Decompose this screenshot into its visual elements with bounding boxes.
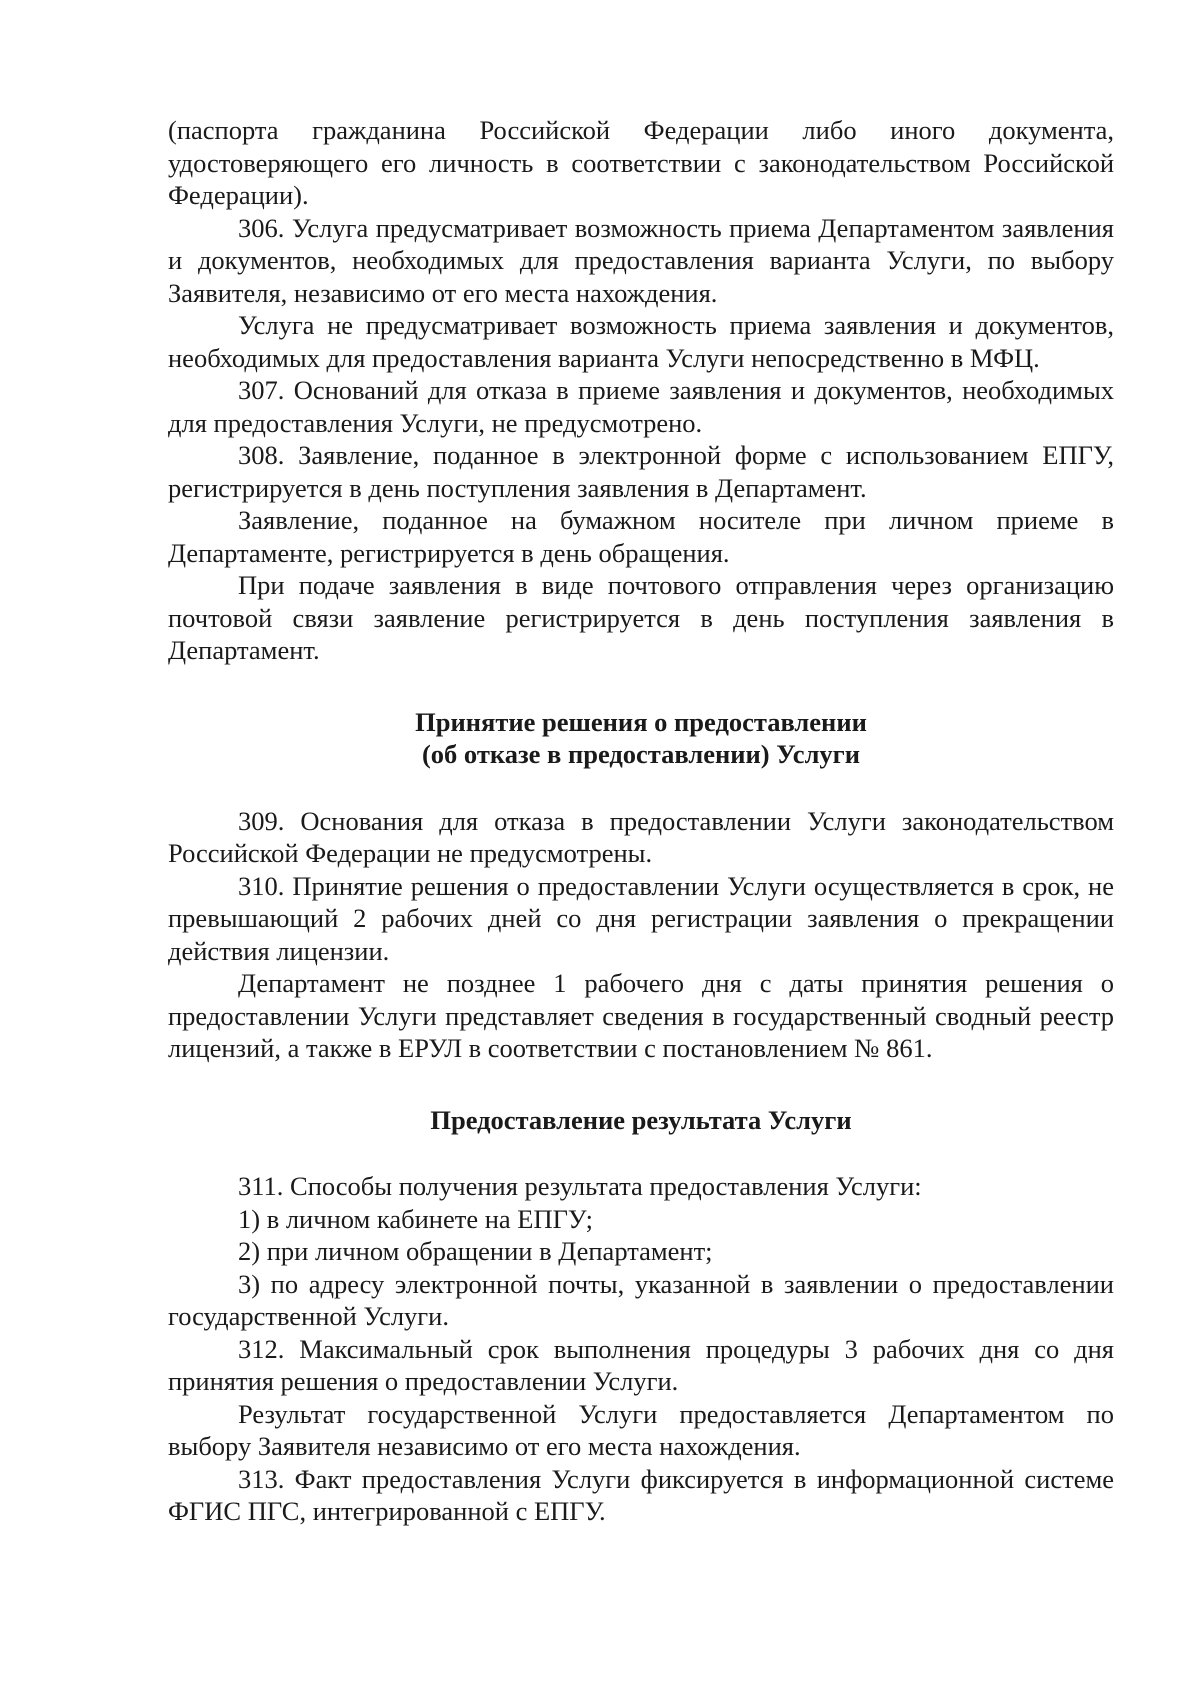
paragraph-312-result: Результат государственной Услуги предоставляется Департаментом по выбору Заявителя независимо от его места нахождения. <box>168 1398 1114 1461</box>
paragraph-310: 310. Принятие решения о предоставлении Услуги осуществляется в срок, не превышающий 2 рабочих дней со дня регистрации заявления о прекращении действия лицензии. <box>168 870 1114 966</box>
paragraph-313: 313. Факт предоставления Услуги фиксируется в информационной системе ФГИС ПГС, интегрированной с ЕПГУ. <box>168 1463 1114 1526</box>
spacer <box>168 1136 1114 1170</box>
paragraph-306-mfc: Услуга не предусматривает возможность приема заявления и документов, необходимых для предоставления варианта Услуги непосредственно в МФЦ. <box>168 310 1114 373</box>
paragraph-312: 312. Максимальный срок выполнения процедуры 3 рабочих дня со дня принятия решения о предоставлении Услуги. <box>168 1333 1114 1396</box>
list-item-311-3: 3) по адресу электронной почты, указанной в заявлении о предоставлении государственной Услуги. <box>168 1268 1114 1331</box>
paragraph-308-post: При подаче заявления в виде почтового отправления через организацию почтовой связи заявление регистрируется в день поступления заявления в Департамент. <box>168 570 1114 665</box>
section-heading-result: Предоставление результата Услуги <box>430 1104 852 1135</box>
list-item-311-2: 2) при личном обращении в Департамент; <box>238 1236 713 1266</box>
section-heading-decision-line2: (об отказе в предоставлении) Услуги <box>421 739 860 769</box>
document-page <box>168 114 1114 1528</box>
paragraph-passport-continuation: (паспорта гражданина Российской Федерации либо иного документа, удостоверяющего его личность в соответствии с законодательством Российской Федерации). <box>168 115 1114 210</box>
paragraph-307: 307. Оснований для отказа в приеме заявления и документов, необходимых для предоставления Услуги, не предусмотрено. <box>168 375 1114 438</box>
spacer <box>168 667 1114 706</box>
paragraph-310-registry: Департамент не позднее 1 рабочего дня с даты принятия решения о предоставлении Услуги представляет сведения в государственный сводный реестр лицензий, а также в ЕРУЛ в соответствии с постановлением № 861. <box>168 968 1114 1063</box>
paragraph-308-paper: Заявление, поданное на бумажном носителе при личном приеме в Департаменте, регистрируется в день обращения. <box>168 505 1114 568</box>
spacer <box>168 1065 1114 1104</box>
spacer <box>168 771 1114 805</box>
paragraph-308: 308. Заявление, поданное в электронной форме с использованием ЕПГУ, регистрируется в день поступления заявления в Департамент. <box>168 440 1114 503</box>
section-heading-decision-line1: Принятие решения о предоставлении <box>415 706 867 737</box>
list-item-311-1: 1) в личном кабинете на ЕПГУ; <box>238 1203 594 1234</box>
paragraph-306: 306. Услуга предусматривает возможность приема Департаментом заявления и документов, необходимых для предоставления варианта Услуги, по выбору Заявителя, независимо от его места нахождения. <box>168 212 1114 308</box>
paragraph-311: 311. Способы получения результата предоставления Услуги: <box>238 1171 922 1201</box>
paragraph-309: 309. Основания для отказа в предоставлении Услуги законодательством Российской Федерации не предусмотрены. <box>168 805 1114 868</box>
